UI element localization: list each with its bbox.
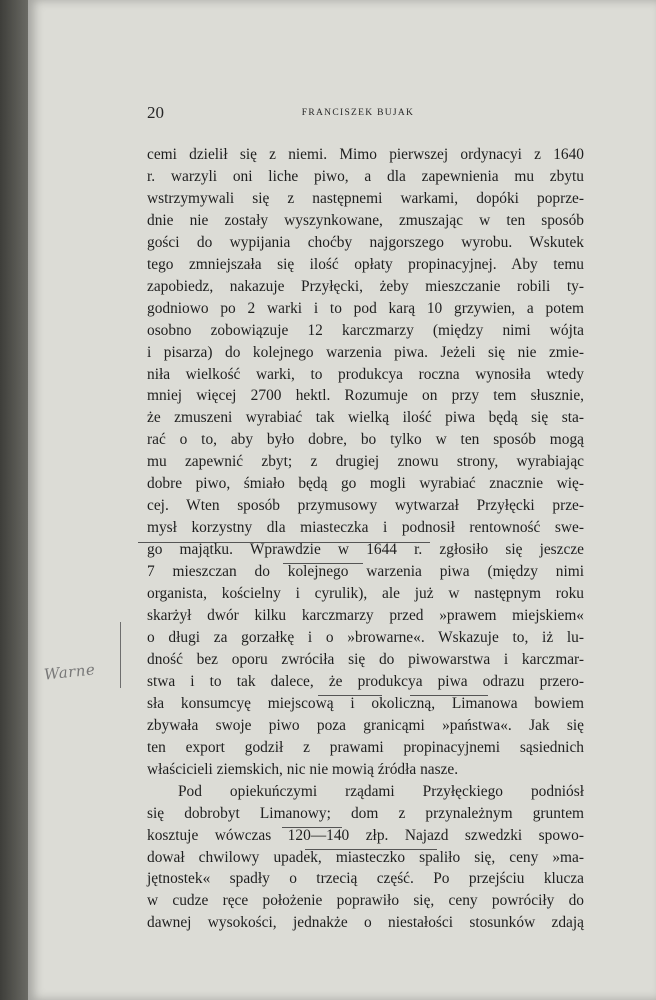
text-line: rać o to, aby było dobre, bo tylko w ten sposób mogą [147,431,584,449]
text-line: dawnej wysokości, jednakże o niestałości stosunków zdają [147,914,584,932]
text-line: niła wielkość warki, to produkcya roczna wynosiła wtedy [147,365,584,383]
text-line: r. warzyli oni liche piwo, a dla zapewnienia mu zbytu [147,167,584,185]
book-spine-shadow [0,0,28,1000]
text-line: gości do wypijania choćby najgorszego wyrobu. Wskutek [147,233,584,251]
pencil-underline [305,849,437,850]
text-line: wstrzymywali się z następnemi warkami, dopóki poprze- [147,189,584,207]
text-line: cemi dzielił się z niemi. Mimo pierwszej ordynacyi z 1640 [147,146,584,163]
text-line: sła konsumcyę miejscową i okoliczną, Limanowa bowiem [147,694,584,712]
text-line: dował chwilowy upadek, miasteczko spaliło się, ceny »ma- [147,848,584,866]
text-line: ten export godził z prawami propinacyjnemi sąsiednich [147,738,584,756]
text-line: że zmuszeni wyrabiać tak wielką ilość piwa będą się sta- [147,409,584,427]
text-line: dność bez oporu zwróciła się do piwowarstwa i karczmar- [147,650,584,668]
text-line: i pisarza) do kolejnego warzenia piwa. Jeżeli się nie zmie- [147,343,584,361]
text-line: skarżył dwór kilku karczmarzy przed »prawem miejskiem« [147,607,584,625]
text-line: godniowo po 2 warki i to pod karą 10 grzywien, a potem [147,299,584,317]
text-line: się dobrobyt Limanowy; dom z przynależnym gruntem [147,804,584,822]
text-line: organista, kościelny i cyrulik), ale już w następnym roku [147,585,584,603]
pencil-underline [318,695,382,696]
text-line: kosztuje wówczas 120—140 złp. Najazd szwedzki spowo- [147,826,584,844]
margin-bracket [120,622,125,688]
text-line: właścicieli ziemskich, nic nie mowią źródła nasze. [147,760,459,778]
text-line: tego zmniejszała się ilość opłaty propinacyjnej. Aby temu [147,255,584,273]
text-line: dnie nie zostały wyszynkowane, zmuszając w ten sposób [147,211,584,229]
text-line: o długi za gorzałkę i o »browarne«. Wskazuje to, iż lu- [147,628,584,646]
text-line: osobno zobowiązuje 12 karczmarzy (między nimi wójta [147,321,584,339]
pencil-underline [410,695,488,696]
text-line: zbywała swoje piwo poza granicąmi »państwa«. Jak się [147,716,584,734]
running-head: FRANCISZEK BUJAK [301,108,415,118]
page-header [117,103,599,123]
handwritten-margin-note: Warne [43,660,97,684]
text-line: zapobiedz, nakazuje Przyłęcki, żeby mieszczanie robili ty- [147,277,584,295]
text-line: stwa i to tak dalece, że produkcya piwa odrazu przero- [147,672,584,690]
text-line: jętnostek« spadły o trzecią część. Po przejściu klucza [147,870,584,888]
text-line: go majątku. Wprawdzie w 1644 r. zgłosiło się jeszcze [147,541,584,559]
text-line: mu zapewnić zbyt; z drugiej znowu strony, wyrabiając [147,453,584,471]
pencil-underline [283,563,363,564]
text-line: Pod opiekuńczymi rządami Przyłęckiego podniósł [178,782,584,800]
body-text [147,144,584,934]
pencil-underline [282,827,342,828]
text-line: w cudze ręce położenie poprawiło się, ceny powróciły do [147,892,584,910]
text-line: mniej więcej 2700 hektl. Rozumuje on przy tem słusznie, [147,387,584,405]
text-line: cej. Wten sposób przymusowy wytwarzał Przyłęcki prze- [147,497,584,515]
text-line: 7 mieszczan do kolejnego warzenia piwa (między nimi [147,563,584,581]
page-number: 20 [147,103,164,122]
pencil-underline [138,542,430,543]
text-line: mysł korzystny dla miasteczka i podnosił rentowność swe- [147,519,584,537]
text-line: dobre piwo, śmiało będą go mogli wyrabiać znacznie wię- [147,475,584,493]
